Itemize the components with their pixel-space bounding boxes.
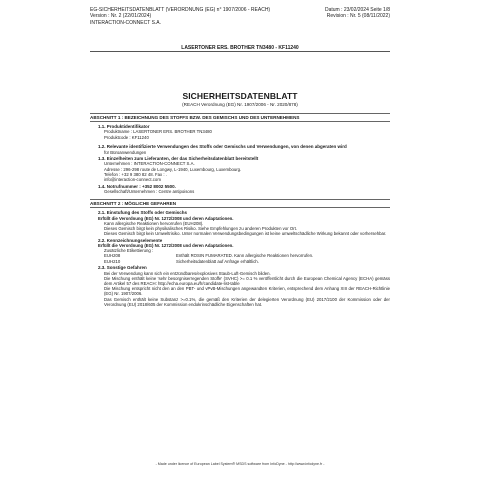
section-2-heading: ABSCHNITT 2 : MÖGLICHE GEFAHREN [90,199,390,208]
header-revision: Revision : Nr. 5 (08/11/2022) [326,13,390,20]
hazard-text: Enthält ROSIN FUMARATED. Kann allergische Reaktionen hervorrufen. [176,253,314,259]
supplier-phone: Telefon : +32 9 380 82 48. Fax : . [104,171,167,177]
header-product: LASERTONER ERS. BROTHER TN3480 - KF11240 [181,45,299,51]
subsection-2-1: 2.1. Einstufung des Stoffs oder Gemischs [98,210,188,216]
other-hazards-line-2: Die Mischung enthält keine 'sehr besorgniserregenden Stoffe' (SVHC) >= 0.1 % veröffentlicht durch die European Chemical Agency (ECHA) gemäss dem Artikel 57 des REACH: http://echa.europa.eu/fr/candidate-list-table [104,275,390,286]
labelling-regulation: Erfüllt die Verordnung (EG) Nr. 1272/2008 und deren Adaptationen. [98,243,234,249]
header-right [325,7,390,20]
hazard-statement-row [104,259,390,264]
other-hazards-line-3: Die Mischung entspricht nicht den an den PBT- und vPvB-Mischungen angewandten Kriterien, entsprechend dem Anhang XIII der REACH-Richtlinie (EG) Nr. 1907/2006. [104,286,390,297]
product-code: Produktcode : KF11240 [104,134,149,140]
header-left [90,7,270,26]
supplier-email: info@interaction-connect.com [104,177,161,183]
product-name: Produktname : LASERTONER ERS. BROTHER TN3480 [104,129,212,135]
subsection-1-1: 1.1. Produktidentifikator [98,124,150,130]
classification-line-3: Dieses Gemisch birgt kein Umweltrisiko. Unter normalen Verwendungsbedingungen ist keine umweltschädliche Wirkung bekannt oder vorhersehbar. [104,231,387,237]
classification-line-1: Kann allergische Reaktionen hervorrufen (EUH208). [104,220,204,226]
subsection-1-2: 1.2. Relevante identifizierte Verwendungen des Stoffs oder Gemischs und Verwendungen, von denen abgeraten wird [98,144,347,150]
classification-regulation: Erfüllt die Verordnung (EG) Nr. 1272/2008 und deren Adaptationen. [98,215,234,221]
subsection-2-3: 2.3. Sonstige Gefahren [98,265,147,271]
supplier-company: Unternehmen : INTERACTION-CONNECT S.A. [104,161,195,167]
other-hazards-line-1: Bei der Verwendung kann sich ein entzündbares/explosives Staub-Luft-Gemisch bilden. [104,270,271,276]
subsection-2-2: 2.2. Kennzeichnungselemente [98,237,163,243]
other-hazards-line-4: Das Gemisch enthält keine Substanz >=0.1%, die gemäß den Kriterien der delegierten Verordnung (EU) 2017/2100 der Kommission oder der Verordnung (EU) 2018/605 der Kommission endokrinschädliche Eigenschaften hat. [104,296,390,307]
header-regulation: EG-SICHERHEITSDATENBLATT (VERORDNUNG (EG) n° 1907/2006 - REACH) [90,7,271,13]
hazard-code: EUH208 [104,253,121,259]
subsection-1-4: 1.4. Notrufnummer : +352 8002 5500. [98,183,176,189]
emergency-org: Gesellschaft/Unternehmen : Centre antipoisons [104,188,195,194]
supplier-address: Adresse : 296-298 route de Longwy, L-1940, Luxembourg, Luxembourg. [104,166,242,172]
header-divider [90,51,390,52]
header-date: Datum : 23/02/2024 Seite 1/8 [324,7,390,13]
header-company: INTERACTION-CONNECT S.A. [90,19,162,26]
classification-line-2: Dieses Gemisch birgt kein physikalisches Risiko. Siehe Empfehlungen zu anderen Produkten vor Ort. [104,225,297,231]
document-body [90,113,390,307]
section-1-heading: ABSCHNITT 1 : BEZEICHNUNG DES STOFFS BZW. DES GEMISCHS UND DES UNTERNEHMENS [90,113,390,122]
hazard-text: Sicherheitsdatenblatt auf Anfrage erhältlich. [176,258,259,264]
document-subtitle: (REACH Verordnung (EG) Nr. 1907/2006 - Nr. 2020/878) [182,102,298,107]
header-version: Version : Nr. 2 (22/01/2024) [90,13,152,20]
additional-labelling: Zusätzliche Etikettierung : [104,248,154,254]
page-footer: - Made under licence of European Label System® MSDS software from InfoDyne - http://www.infodyne.fr - [155,462,325,466]
subsection-1-3: 1.3. Einzelheiten zum Lieferanten, der das Sicherheitsdatenblatt bereitstellt [98,156,259,162]
document-page [90,0,390,480]
document-title: SICHERHEITSDATENBLATT [182,91,298,101]
hazard-code: EUH210 [104,258,121,264]
product-use: für Büroanwendungen [104,149,147,155]
